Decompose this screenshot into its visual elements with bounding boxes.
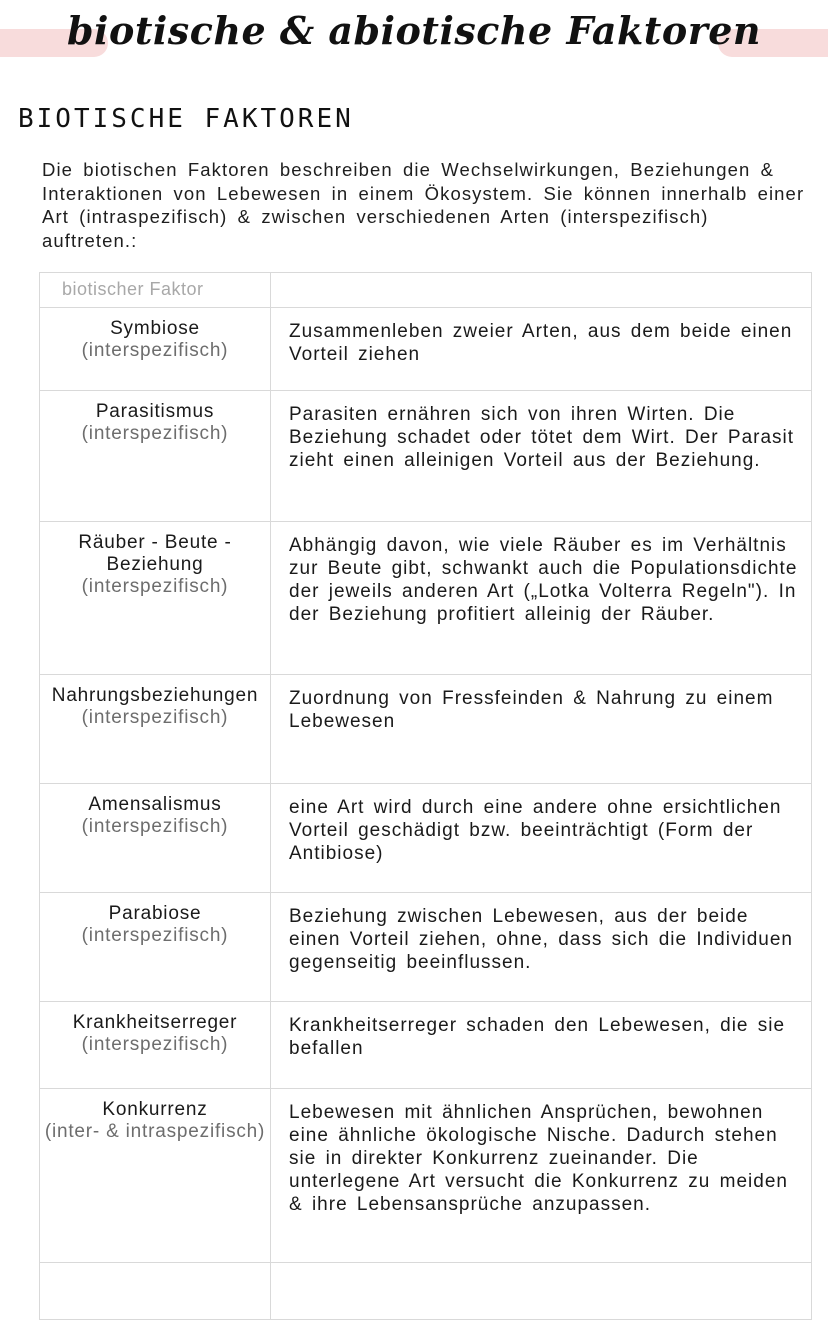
table-row xyxy=(40,1089,812,1263)
intro-paragraph: Die biotischen Faktoren beschreiben die Wechselwirkungen, Beziehungen & Interaktionen von Lebewesen in einem Ökosystem. Sie können innerhalb einer Art (intraspezifisch) & zwischen verschiedenen Arten (interspezifisch) auftreten.: xyxy=(42,159,805,251)
factor-scope: (interspezifisch) xyxy=(81,340,229,361)
factor-name: Symbiose xyxy=(110,318,200,339)
header-cell-factor: biotischer Faktor xyxy=(40,273,271,308)
table-row xyxy=(40,1002,812,1089)
table-row xyxy=(40,522,812,675)
section-heading: BIOTISCHE FAKTOREN xyxy=(18,104,354,134)
factor-name: Krankheitserreger xyxy=(72,1012,238,1033)
table-header-row xyxy=(40,273,812,308)
factor-cell xyxy=(40,522,271,675)
header-cell-description xyxy=(271,273,812,308)
factor-name: Konkurrenz xyxy=(102,1099,208,1120)
factor-cell xyxy=(40,675,271,784)
table-row xyxy=(40,893,812,1002)
factor-description: Lebewesen mit ähnlichen Ansprüchen, bewohnen eine ähnliche ökologische Nische. Dadurch stehen sie in direkter Konkurrenz zueinander. Die unterlegene Art versucht die Konkurrenz zu meiden & ihre Lebensansprüche anzupassen. xyxy=(271,1089,812,1263)
factor-scope: (interspezifisch) xyxy=(81,925,229,946)
factor-description: Abhängig davon, wie viele Räuber es im Verhältnis zur Beute gibt, schwankt auch die Populationsdichte der jeweils anderen Art („Lotka Volterra Regeln"). In der Beziehung profitiert alleinig der Räuber. xyxy=(271,522,812,675)
factor-cell xyxy=(40,1002,271,1089)
factor-cell xyxy=(40,1263,271,1320)
factor-name: Parabiose xyxy=(108,903,202,924)
factor-scope: (interspezifisch) xyxy=(81,423,229,444)
factor-description: Beziehung zwischen Lebewesen, aus der beide einen Vorteil ziehen, ohne, dass sich die Individuen gegenseitig beeinflussen. xyxy=(271,893,812,1002)
factor-cell xyxy=(40,784,271,893)
factor-name: Räuber - Beute - Beziehung xyxy=(78,532,232,575)
factor-description xyxy=(271,1263,812,1320)
page-title: biotische & abiotische Faktoren xyxy=(66,8,762,53)
factor-cell xyxy=(40,1089,271,1263)
factor-name: Parasitismus xyxy=(95,401,215,422)
factor-cell xyxy=(40,391,271,522)
factor-description: Zuordnung von Fressfeinden & Nahrung zu einem Lebewesen xyxy=(271,675,812,784)
factor-scope: (interspezifisch) xyxy=(81,707,229,728)
factor-description: Zusammenleben zweier Arten, aus dem beide einen Vorteil ziehen xyxy=(271,308,812,391)
table-row xyxy=(40,675,812,784)
table-row xyxy=(40,308,812,391)
factor-description: Krankheitserreger schaden den Lebewesen, die sie befallen xyxy=(271,1002,812,1089)
factor-name: Amensalismus xyxy=(88,794,222,815)
factor-scope: (interspezifisch) xyxy=(81,576,229,597)
factor-name: Nahrungsbeziehungen xyxy=(51,685,259,706)
factor-description: eine Art wird durch eine andere ohne ersichtlichen Vorteil geschädigt bzw. beeinträchtigt (Form der Antibiose) xyxy=(271,784,812,893)
factor-scope: (interspezifisch) xyxy=(81,1034,229,1055)
title-band xyxy=(0,0,828,80)
factor-cell xyxy=(40,308,271,391)
factors-table xyxy=(39,272,812,1320)
factor-scope: (inter- & intraspezifisch) xyxy=(44,1121,266,1142)
factor-cell xyxy=(40,893,271,1002)
table-row xyxy=(40,391,812,522)
table-row-empty xyxy=(40,1263,812,1320)
factor-scope: (interspezifisch) xyxy=(81,816,229,837)
table-row xyxy=(40,784,812,893)
factor-description: Parasiten ernähren sich von ihren Wirten. Die Beziehung schadet oder tötet dem Wirt. Der Parasit zieht einen alleinigen Vorteil aus der Beziehung. xyxy=(271,391,812,522)
